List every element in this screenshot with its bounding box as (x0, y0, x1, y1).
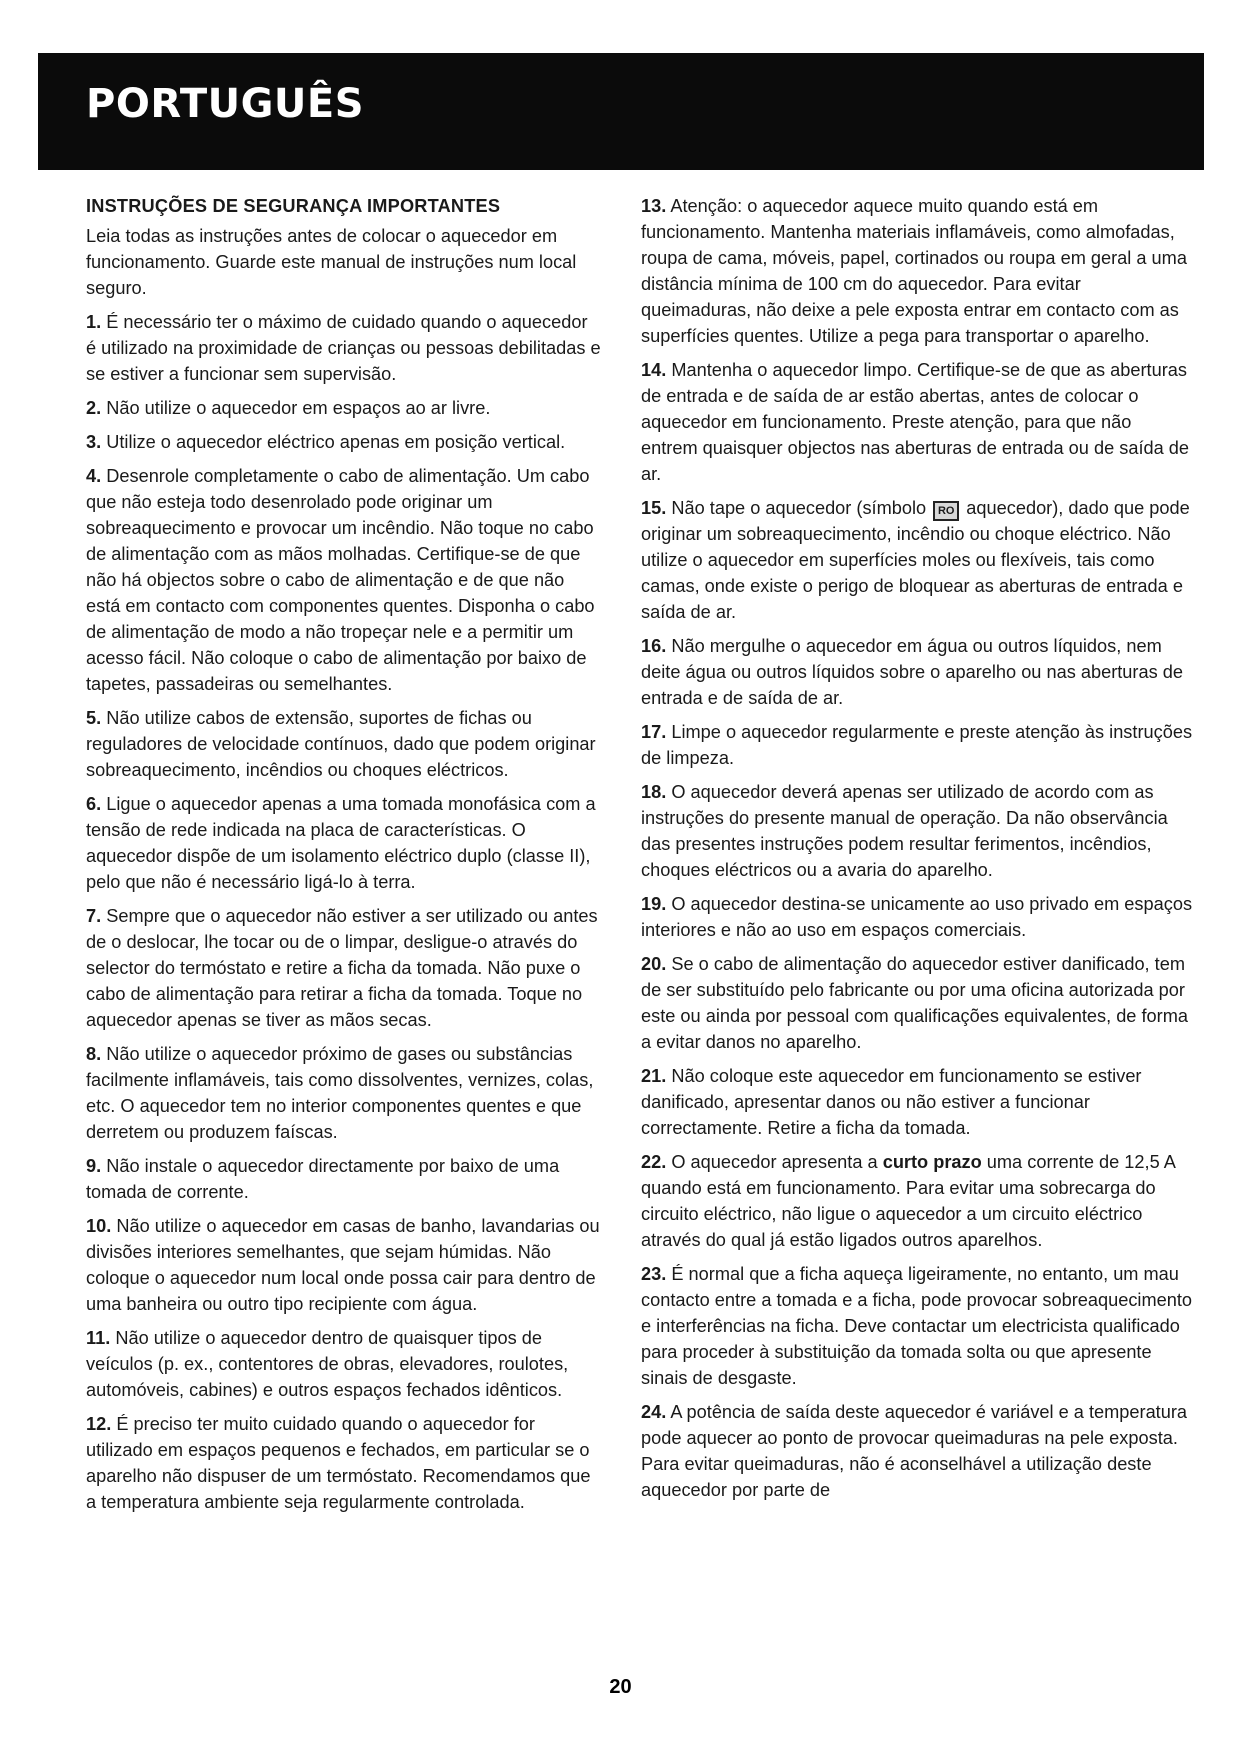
item-number: 8. (86, 1044, 102, 1064)
instruction-item (86, 1041, 602, 1145)
item-text: É normal que a ficha aqueça ligeiramente, no entanto, um mau contacto entre a tomada e a ficha, pode provocar sobreaquecimento e interferências na ficha. Deve contactar um electricista qualificado para proceder à substituição da tomada solta ou que apresente sinais de desgaste. (641, 1264, 1193, 1388)
item-text-after: aquecedor), dado que pode originar um sobreaquecimento, incêndio ou choque eléctrico. Não utilize o aquecedor em superfícies moles ou flexíveis, tais como camas, onde existe o perigo de bloquear as aberturas de entrada e saída de ar. (641, 498, 1190, 622)
instruction-item (86, 1325, 602, 1403)
instruction-item (86, 309, 602, 387)
instruction-item (86, 1411, 602, 1515)
item-text: Não utilize o aquecedor próximo de gases ou substâncias facilmente inflamáveis, tais como dissolventes, vernizes, colas, etc. O aquecedor tem no interior componentes quentes e que derretem ou produzem faíscas. (86, 1044, 594, 1142)
item-number: 16. (641, 636, 667, 656)
instruction-item (641, 951, 1193, 1055)
item-text: Atenção: o aquecedor aquece muito quando está em funcionamento. Mantenha materiais inflamáveis, como almofadas, roupa de cama, móveis, papel, cortinados ou roupa em geral a uma distância mínima de 100 cm do aquecedor. Para evitar queimaduras, não deixe a pele exposta entrar em contacto com as superfícies quentes. Utilize a pega para transportar o aparelho. (641, 196, 1187, 346)
item-number: 19. (641, 894, 667, 914)
item-text: Sempre que o aquecedor não estiver a ser utilizado ou antes de o deslocar, lhe tocar ou de o limpar, desligue-o através do selector do termóstato e retire a ficha da tomada. Não puxe o cabo de alimentação para retirar a ficha da tomada. Toque no aquecedor apenas se tiver as mãos secas. (86, 906, 598, 1030)
item-number: 17. (641, 722, 667, 742)
item-text: Não mergulhe o aquecedor em água ou outros líquidos, nem deite água ou outros líquidos sobre o aparelho ou nas aberturas de entrada e de saída de ar. (641, 636, 1183, 708)
item-number: 11. (86, 1328, 111, 1348)
item-number: 9. (86, 1156, 102, 1176)
item-number: 21. (641, 1066, 667, 1086)
item-number: 7. (86, 906, 102, 926)
language-header-banner (38, 53, 1204, 170)
item-text: A potência de saída deste aquecedor é variável e a temperatura pode aquecer ao ponto de provocar queimaduras na pele exposta. Para evitar queimaduras, não é aconselhável a utilização deste aquecedor por parte de (641, 1402, 1188, 1500)
item-text: É necessário ter o máximo de cuidado quando o aquecedor é utilizado na proximidade de crianças ou pessoas debilitadas e se estiver a funcionar sem supervisão. (86, 312, 601, 384)
item-number: 10. (86, 1216, 112, 1236)
item-text: Ligue o aquecedor apenas a uma tomada monofásica com a tensão de rede indicada na placa de características. O aquecedor dispõe de um isolamento eléctrico duplo (classe II), pelo que não é necessário ligá-lo à terra. (86, 794, 596, 892)
item-number: 13. (641, 196, 667, 216)
instruction-item (86, 705, 602, 783)
item-text: Desenrole completamente o cabo de alimentação. Um cabo que não esteja todo desenrolado pode originar um sobreaquecimento e provocar um incêndio. Não toque no cabo de alimentação com as mãos molhadas. Certifique-se de que não há objectos sobre o cabo de alimentação e de que não está em contacto com componentes quentes. Disponha o cabo de alimentação de modo a não tropeçar nele e a permitir um acesso fácil. Não coloque o cabo de alimentação por baixo de tapetes, passadeiras ou semelhantes. (86, 466, 595, 694)
do-not-cover-icon: RO (933, 501, 959, 521)
item-number: 14. (641, 360, 667, 380)
instruction-item (86, 463, 602, 697)
item-text-before: Não tape o aquecedor (símbolo (671, 498, 927, 518)
instruction-item (86, 1213, 602, 1317)
language-title: PORTUGUÊS (86, 81, 365, 127)
item-text: Não utilize cabos de extensão, suportes de fichas ou reguladores de velocidade contínuos, dado que podem originar sobreaquecimento, incêndios ou choques eléctricos. (86, 708, 596, 780)
instruction-item (641, 1261, 1193, 1391)
item-number: 15. (641, 498, 667, 518)
instruction-item (641, 633, 1193, 711)
instruction-item (86, 903, 602, 1033)
instruction-item (86, 429, 602, 455)
item-text: É preciso ter muito cuidado quando o aquecedor for utilizado em espaços pequenos e fechados, em particular se o aparelho não dispuser de um termóstato. Recomendamos que a temperatura ambiente seja regularmente controlada. (86, 1414, 591, 1512)
instruction-item (641, 357, 1193, 487)
item-number: 6. (86, 794, 102, 814)
right-column (641, 193, 1193, 1511)
item-number: 5. (86, 708, 102, 728)
section-heading: INSTRUÇÕES DE SEGURANÇA IMPORTANTES (86, 196, 501, 216)
instruction-item (641, 719, 1193, 771)
instruction-item (641, 779, 1193, 883)
item-number: 12. (86, 1414, 112, 1434)
item-number: 22. (641, 1152, 667, 1172)
instruction-item (86, 791, 602, 895)
item-text-bold: curto prazo (882, 1152, 982, 1172)
item-text: O aquecedor deverá apenas ser utilizado de acordo com as instruções do presente manual de operação. Da não observância das presentes instruções podem resultar ferimentos, incêndios, choques eléctricos ou a avaria do aparelho. (641, 782, 1168, 880)
item-text: Não instale o aquecedor directamente por baixo de uma tomada de corrente. (86, 1156, 560, 1202)
item-number: 23. (641, 1264, 667, 1284)
item-number: 24. (641, 1402, 667, 1422)
instruction-item-15 (641, 495, 1193, 625)
item-text: Não utilize o aquecedor dentro de quaisquer tipos de veículos (p. ex., contentores de obras, elevadores, roulotes, automóveis, cabines) e outros espaços fechados idênticos. (86, 1328, 569, 1400)
right-items-list-a (641, 193, 1193, 487)
item-number: 3. (86, 432, 102, 452)
item-text: Utilize o aquecedor eléctrico apenas em posição vertical. (106, 432, 566, 452)
page-number: 20 (609, 1676, 632, 1698)
item-number: 1. (86, 312, 102, 332)
item-text-after: uma corrente de 12,5 A quando está em funcionamento. Para evitar uma sobrecarga do circuito eléctrico, não ligue o aquecedor a um circuito eléctrico através do qual já estão ligados outros aparelhos. (641, 1152, 1175, 1250)
left-column (86, 193, 602, 1523)
left-items-list (86, 309, 602, 1515)
instruction-item (86, 395, 602, 421)
item-number: 2. (86, 398, 102, 418)
item-text: Mantenha o aquecedor limpo. Certifique-se de que as aberturas de entrada e de saída de ar estão abertas, antes de colocar o aquecedor em funcionamento. Preste atenção, para que não entrem quaisquer objectos nas aberturas de entrada ou de saída de ar. (641, 360, 1190, 484)
item-text: Limpe o aquecedor regularmente e preste atenção às instruções de limpeza. (641, 722, 1193, 768)
item-text: Não utilize o aquecedor em espaços ao ar livre. (106, 398, 491, 418)
right-items-list-c (641, 1261, 1193, 1503)
instruction-item (641, 193, 1193, 349)
instruction-item (641, 891, 1193, 943)
item-number: 20. (641, 954, 667, 974)
instruction-item (86, 1153, 602, 1205)
intro-paragraph: Leia todas as instruções antes de colocar o aquecedor em funcionamento. Guarde este manual de instruções num local seguro. (86, 226, 577, 298)
instruction-item (641, 1399, 1193, 1503)
instruction-item (641, 1063, 1193, 1141)
item-text: Não utilize o aquecedor em casas de banho, lavandarias ou divisões interiores semelhantes, que sejam húmidas. Não coloque o aquecedor num local onde possa cair para dentro de uma banheira ou outro tipo recipiente com água. (86, 1216, 600, 1314)
item-text-before: O aquecedor apresenta a (671, 1152, 878, 1172)
item-number: 18. (641, 782, 667, 802)
item-number: 4. (86, 466, 102, 486)
item-text: Não coloque este aquecedor em funcionamento se estiver danificado, apresentar danos ou não estiver a funcionar correctamente. Retire a ficha da tomada. (641, 1066, 1142, 1138)
right-items-list-b (641, 633, 1193, 1141)
item-text: O aquecedor destina-se unicamente ao uso privado em espaços interiores e não ao uso em espaços comerciais. (641, 894, 1193, 940)
item-text: Se o cabo de alimentação do aquecedor estiver danificado, tem de ser substituído pelo fabricante ou por uma oficina autorizada por este ou ainda por pessoal com qualificações equivalentes, de forma a evitar danos no aparelho. (641, 954, 1188, 1052)
instruction-item-22 (641, 1149, 1193, 1253)
